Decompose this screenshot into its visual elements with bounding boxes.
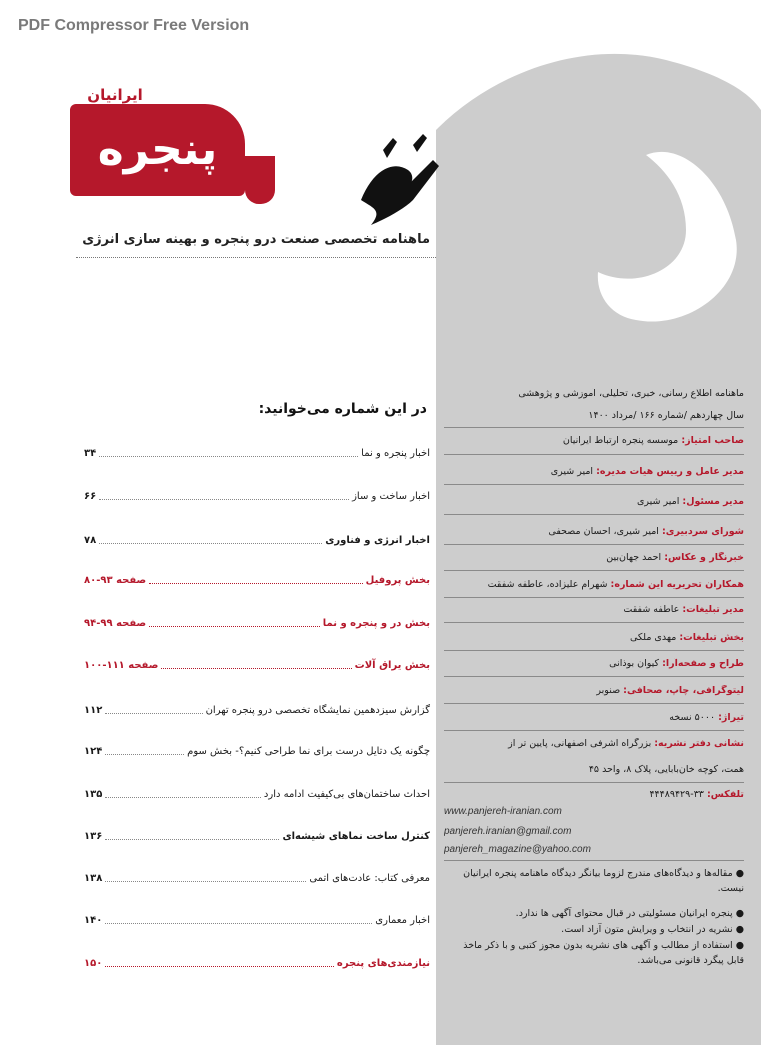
toc-entry-title: معرفی کتاب: عادت‌های اتمی xyxy=(309,872,430,884)
magazine-tagline: ماهنامه تخصصی صنعت درو پنجره و بهینه سازی انرژی xyxy=(82,232,430,247)
toc-leader-dots xyxy=(149,619,320,627)
toc-leader-dots xyxy=(105,959,334,967)
email-link[interactable]: panjereh.iranian@gmail.com xyxy=(444,826,572,837)
address-line: نشانی دفتر نشریه: بزرگراه اشرفی اصفهانی، پایین تر از xyxy=(508,738,744,749)
logo-main-text: پنجره xyxy=(70,104,245,196)
info-divider xyxy=(444,454,744,455)
toc-leader-dots xyxy=(105,747,184,755)
toc-entry-page: ۱۱۲ xyxy=(84,704,103,716)
toc-entry-page: ۱۳۵ xyxy=(84,788,103,800)
toc-entry[interactable] xyxy=(84,613,430,633)
info-divider xyxy=(444,650,744,651)
reporter-line: خبرنگار و عکاس: احمد جهان‌بین xyxy=(606,552,744,563)
logo-small-text: ایرانیان xyxy=(87,86,143,104)
toc-entry[interactable] xyxy=(84,953,430,973)
toc-entry-page: ۷۸ xyxy=(84,534,97,546)
toc-entry[interactable] xyxy=(84,910,430,930)
disclaimer-note: ● استفاده از مطالب و آگهی های نشریه بدون مجوز کتبی و با ذکر ماخذ قابل پیگرد قانونی می‌باشد. xyxy=(463,940,744,966)
email-link[interactable]: panjereh_magazine@yahoo.com xyxy=(444,844,591,855)
toc-entry-title: گزارش سیزدهمین نمایشگاه تخصصی درو پنجره تهران xyxy=(205,704,430,716)
toc-leader-dots xyxy=(105,706,202,714)
info-divider xyxy=(444,703,744,704)
toc-entry-page: ۱۵۰ xyxy=(84,957,103,969)
collaborators-line: همکاران تحریریه این شماره: شهرام علیزاده، عاطفه شفقت xyxy=(487,579,744,590)
toc-entry[interactable] xyxy=(84,570,430,590)
manager-line: مدیر مسئول: امیر شیری xyxy=(637,496,744,507)
toc-entry[interactable] xyxy=(84,741,430,761)
info-divider xyxy=(444,622,744,623)
address-line-2: همت، کوچه خان‌بابایی، پلاک ۸، واحد ۴۵ xyxy=(588,764,744,775)
circulation-line: تیراژ: ۵۰۰۰ نسخه xyxy=(669,712,744,723)
ceo-line: مدیر عامل و رییس هیات مدیره: امیر شیری xyxy=(550,466,744,477)
print-line: لیتوگرافی، چاپ، صحافی: صنوبر xyxy=(596,685,744,696)
info-divider xyxy=(444,544,744,545)
toc-entry-title: اخبار پنجره و نما xyxy=(361,447,430,459)
toc-entry[interactable] xyxy=(84,486,430,506)
toc-entry-page: ۱۴۰ xyxy=(84,914,103,926)
toc-entry[interactable] xyxy=(84,443,430,463)
info-divider xyxy=(444,782,744,783)
toc-entry-title: اخبار انرژی و فناوری xyxy=(325,534,430,546)
website-link[interactable]: www.panjereh-iranian.com xyxy=(444,806,562,817)
toc-leader-dots xyxy=(161,661,351,669)
toc-entry-page: صفحه ۹۹-۹۴ xyxy=(84,617,147,629)
toc-leader-dots xyxy=(99,449,358,457)
toc-entry[interactable] xyxy=(84,784,430,804)
toc-entry[interactable] xyxy=(84,700,430,720)
toc-leader-dots xyxy=(149,576,362,584)
toc-entry-title: بخش یراق آلات xyxy=(354,659,430,671)
editorial-line: شورای سردبیری: امیر شیری، احسان مصحفی xyxy=(548,526,744,537)
toc-leader-dots xyxy=(105,916,372,924)
toc-heading: در این شماره می‌خوانید: xyxy=(258,401,427,417)
info-divider xyxy=(444,676,744,677)
toc-entry[interactable] xyxy=(84,868,430,888)
toc-entry-page: ۶۶ xyxy=(84,490,97,502)
phone-line: تلفکس: ۳۳-۴۴۴۸۹۴۲۹ xyxy=(649,789,744,800)
magazine-logo xyxy=(70,86,360,206)
info-divider xyxy=(444,514,744,515)
logo-tail-shape xyxy=(245,156,275,204)
toc-entry-title: اخبار ساخت و ساز xyxy=(352,490,430,502)
disclaimer-note: ● مقاله‌ها و دیدگاه‌های مندرج لزوما بیانگر دیدگاه ماهنامه پنجره ایرانیان نیست. xyxy=(463,868,744,894)
info-divider xyxy=(444,427,744,428)
ads-dept-line: بخش تبلیغات: مهدی ملکی xyxy=(630,632,744,643)
toc-entry-page: صفحه ۹۳-۸۰ xyxy=(84,574,147,586)
toc-entry-title: چگونه یک دتایل درست برای نما طراحی کنیم؟- بخش سوم xyxy=(187,745,430,757)
toc-entry-page: ۱۲۴ xyxy=(84,745,103,757)
toc-entry-title: نیازمندی‌های پنجره xyxy=(336,957,430,969)
watermark: PDF Compressor Free Version xyxy=(18,17,250,34)
toc-entry-page: ۳۴ xyxy=(84,447,97,459)
design-line: طراح و صفحه‌آرا: کیوان بوذانی xyxy=(609,658,744,669)
toc-leader-dots xyxy=(105,832,279,840)
disclaimer-note: ● نشریه در انتخاب و ویرایش متون آزاد است. xyxy=(561,924,744,935)
info-divider xyxy=(444,860,744,861)
toc-entry-title: کنترل ساخت نماهای شیشه‌ای xyxy=(282,830,430,842)
disclaimer-note: ● پنجره ایرانیان مسئولیتی در قبال محتوای آگهی ها ندارد. xyxy=(515,908,744,919)
info-divider xyxy=(444,570,744,571)
toc-entry-page: صفحه ۱۱۱-۱۰۰ xyxy=(84,659,159,671)
toc-entry-page: ۱۳۶ xyxy=(84,830,103,842)
tagline-divider xyxy=(76,257,436,258)
magazine-description: ماهنامه اطلاع رسانی، خبری، تحلیلی، آموزشی و پژوهشی xyxy=(518,388,744,399)
toc-leader-dots xyxy=(105,874,306,882)
toc-leader-dots xyxy=(99,536,322,544)
info-divider xyxy=(444,597,744,598)
toc-entry[interactable] xyxy=(84,826,430,846)
basmala-calligraphy-icon xyxy=(353,130,443,230)
ads-manager-line: مدیر تبلیغات: عاطفه شفقت xyxy=(623,604,744,615)
toc-leader-dots xyxy=(99,492,349,500)
issue-line: سال چهاردهم /شماره ۱۶۶ /مرداد ۱۴۰۰ xyxy=(588,410,744,421)
toc-entry-page: ۱۳۸ xyxy=(84,872,103,884)
toc-entry[interactable] xyxy=(84,655,430,675)
toc-entry-title: بخش در و پنجره و نما xyxy=(322,617,430,629)
info-divider xyxy=(444,730,744,731)
info-divider xyxy=(444,484,744,485)
toc-leader-dots xyxy=(105,790,261,798)
owner-line: صاحب امتیاز: موسسه پنجره ارتباط ایرانیان xyxy=(562,435,744,446)
toc-entry-title: اخبار معماری xyxy=(375,914,430,926)
toc-entry-title: احداث ساختمان‌های بی‌کیفیت ادامه دارد xyxy=(263,788,430,800)
toc-entry[interactable] xyxy=(84,530,430,550)
toc-entry-title: بخش پروفیل xyxy=(365,574,430,586)
